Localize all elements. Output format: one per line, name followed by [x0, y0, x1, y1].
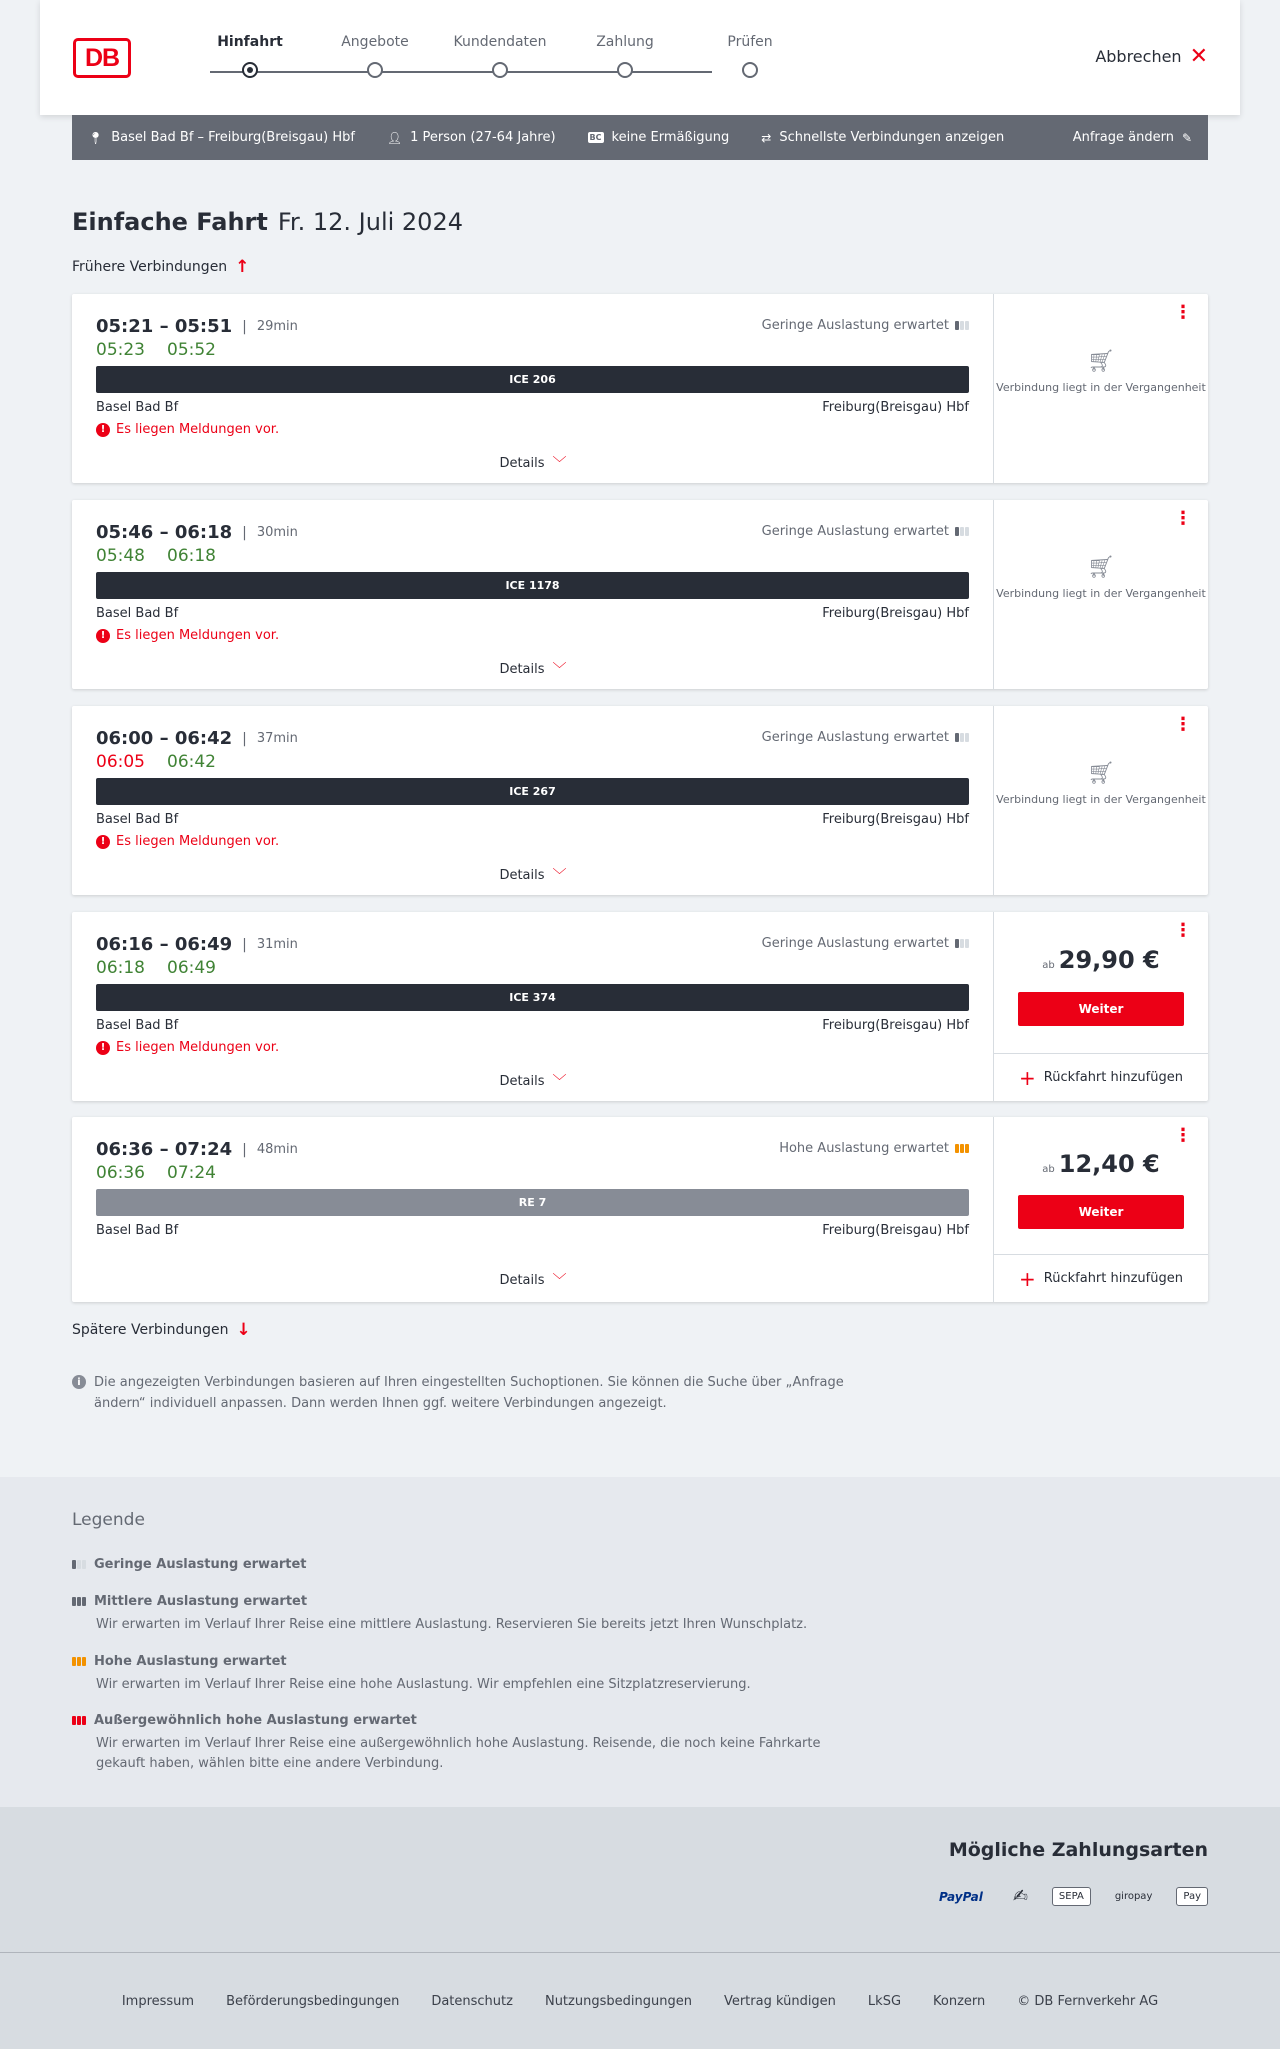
realtime-arrival: 06:42	[167, 752, 216, 772]
add-return-button[interactable]	[994, 1053, 1208, 1101]
apple-pay-icon	[1176, 1887, 1208, 1906]
arrival-station: Freiburg(Breisgau) Hbf	[822, 1018, 969, 1033]
chevron-down-icon: ﹀	[552, 662, 567, 678]
low-load-icon	[72, 1560, 86, 1569]
info-note	[72, 1372, 852, 1414]
low-load-icon	[955, 939, 969, 948]
offer-panel	[994, 1117, 1208, 1302]
connection-card[interactable]	[72, 500, 1208, 689]
departure-station: Basel Bad Bf	[96, 1223, 179, 1238]
cancel-label: Abbrechen	[1095, 47, 1182, 66]
alert-icon: !	[96, 629, 110, 643]
alert-icon: !	[96, 423, 110, 437]
duration: 48min	[256, 1142, 298, 1157]
legend-desc: Wir erwarten im Verlauf Ihrer Reise eine hohe Auslastung. Wir empfehlen eine Sitzplatzreservierung.	[96, 1677, 751, 1692]
step-dot	[492, 62, 508, 78]
load-indicator	[762, 318, 969, 333]
offer-panel	[994, 912, 1208, 1101]
option-summary	[761, 130, 1004, 145]
message-notice	[96, 1040, 279, 1055]
details-label: Details	[499, 867, 545, 883]
cart-cross-icon: 🛒︎	[1087, 555, 1115, 580]
close-icon: ✕	[1189, 43, 1208, 69]
progress-line	[210, 71, 712, 73]
medium-load-icon	[72, 1597, 86, 1606]
time-row	[96, 728, 298, 749]
footer-link-datenschutz[interactable]: Datenschutz	[431, 1993, 513, 2009]
price-value: 12,40 €	[1058, 1150, 1160, 1178]
chevron-down-icon: ﹀	[552, 456, 567, 472]
arrival-station: Freiburg(Breisgau) Hbf	[822, 606, 969, 621]
load-text: Geringe Auslastung erwartet	[761, 936, 949, 951]
planned-time: 06:00 – 06:42	[96, 728, 233, 749]
persons-text: 1 Person (27-64 Jahre)	[410, 130, 556, 145]
past-label: Verbindung liegt in der Vergangenheit	[996, 587, 1206, 600]
payment-title: Mögliche Zahlungsarten	[948, 1839, 1208, 1861]
legend-desc: Wir erwarten im Verlauf Ihrer Reise eine außergewöhnlich hohe Auslastung. Reisende, die noch keine Fahrkarte gekauft haben, wählen bitte eine andere Verbindung.	[96, 1736, 821, 1771]
db-logo[interactable]: DB	[73, 38, 131, 78]
realtime-row	[96, 546, 238, 566]
divider: |	[242, 1141, 247, 1158]
change-request-label: Anfrage ändern	[1072, 130, 1174, 145]
pencil-icon: ✎	[1181, 130, 1192, 145]
realtime-departure: 06:36	[96, 1163, 145, 1183]
load-text: Geringe Auslastung erwartet	[761, 524, 949, 539]
location-pin-icon: 📍︎	[88, 130, 104, 145]
train-bar[interactable]: ICE 267	[96, 778, 969, 805]
planned-time: 05:21 – 05:51	[96, 316, 233, 337]
route-summary	[88, 130, 355, 145]
alert-icon: !	[96, 835, 110, 849]
search-summary-bar	[72, 115, 1208, 160]
high-load-icon	[72, 1657, 86, 1666]
footer	[0, 1952, 1280, 2049]
realtime-departure-delayed: 06:05	[96, 752, 145, 772]
low-load-icon	[955, 733, 969, 742]
load-indicator	[762, 524, 969, 539]
duration: 37min	[256, 731, 298, 746]
copyright: © DB Fernverkehr AG	[1017, 1993, 1159, 2009]
cart-cross-icon: 🛒︎	[1087, 761, 1115, 786]
realtime-arrival: 06:49	[167, 958, 216, 978]
details-label: Details	[499, 455, 545, 471]
exceptional-load-icon	[72, 1716, 86, 1725]
time-row	[96, 934, 298, 955]
realtime-departure: 06:18	[96, 958, 145, 978]
details-label: Details	[499, 1272, 545, 1288]
train-bar[interactable]: ICE 374	[96, 984, 969, 1011]
details-toggle[interactable]	[72, 453, 994, 473]
earlier-label: Frühere Verbindungen	[72, 259, 228, 275]
more-options-icon[interactable]: ⋮	[1174, 714, 1192, 735]
divider: |	[242, 936, 247, 953]
footer-link-vertrag-kuendigen[interactable]: Vertrag kündigen	[723, 1993, 836, 2009]
header	[40, 0, 1240, 115]
stations	[96, 812, 969, 827]
cart-cross-icon: 🛒︎	[1087, 349, 1115, 374]
planned-time: 06:16 – 06:49	[96, 934, 233, 955]
time-row	[96, 522, 298, 543]
continue-button[interactable]: Weiter	[1018, 992, 1184, 1026]
footer-link-konzern[interactable]: Konzern	[933, 1993, 986, 2009]
load-text: Hohe Auslastung erwartet	[779, 1141, 949, 1156]
legend-item-exceptional	[72, 1713, 852, 1774]
realtime-row	[96, 752, 238, 772]
price	[994, 946, 1208, 974]
message-text: Es liegen Meldungen vor.	[116, 628, 280, 643]
sepa-icon: SEPA	[1052, 1887, 1091, 1906]
chevron-down-icon: ﹀	[552, 1273, 567, 1289]
change-request-button[interactable]	[1073, 130, 1192, 145]
stations	[96, 1018, 969, 1033]
details-label: Details	[499, 1073, 545, 1089]
high-load-icon	[955, 1144, 969, 1153]
price-value: 29,90 €	[1058, 946, 1160, 974]
message-notice	[96, 628, 279, 643]
footer-link-impressum[interactable]: Impressum	[121, 1993, 195, 2009]
trip-date: Fr. 12. Juli 2024	[277, 208, 463, 236]
option-text: Schnellste Verbindungen anzeigen	[779, 130, 1005, 145]
message-notice	[96, 422, 279, 437]
legend-head: Außergewöhnlich hohe Auslastung erwartet	[94, 1713, 417, 1728]
realtime-arrival: 06:18	[167, 546, 216, 566]
duration: 29min	[256, 319, 298, 334]
legend-head: Mittlere Auslastung erwartet	[94, 1594, 308, 1609]
connection-card[interactable]	[72, 294, 1208, 483]
load-indicator	[762, 730, 969, 745]
message-text: Es liegen Meldungen vor.	[116, 1040, 280, 1055]
load-indicator	[762, 936, 969, 951]
departure-station: Basel Bad Bf	[96, 606, 179, 621]
details-toggle[interactable]	[72, 1270, 994, 1290]
past-connection-notice	[994, 761, 1208, 808]
departure-station: Basel Bad Bf	[96, 1018, 179, 1033]
later-connections-link[interactable]	[72, 1320, 251, 1340]
arrival-station: Freiburg(Breisgau) Hbf	[822, 812, 969, 827]
legend-head: Geringe Auslastung erwartet	[94, 1557, 307, 1572]
alert-icon: !	[96, 1041, 110, 1055]
low-load-icon	[955, 321, 969, 330]
legend-item-high	[72, 1654, 852, 1695]
low-load-icon	[955, 527, 969, 536]
arrival-station: Freiburg(Breisgau) Hbf	[822, 1223, 969, 1238]
price	[994, 1150, 1208, 1178]
earlier-connections-link[interactable]	[72, 257, 249, 277]
realtime-row	[96, 340, 238, 360]
payment-icons	[933, 1883, 1208, 1910]
price-prefix: ab	[1042, 1164, 1055, 1175]
paypal-icon: PayPal	[939, 1889, 983, 1904]
realtime-arrival: 05:52	[167, 340, 216, 360]
connection-card[interactable]	[72, 706, 1208, 895]
connection-card[interactable]	[72, 1117, 1208, 1302]
more-options-icon[interactable]: ⋮	[1174, 1125, 1192, 1146]
realtime-arrival: 07:24	[167, 1163, 216, 1183]
later-label: Spätere Verbindungen	[72, 1322, 229, 1338]
details-toggle[interactable]	[72, 865, 994, 885]
step-hinfahrt: Hinfahrt	[175, 34, 325, 50]
swap-arrows-icon: ⇄	[761, 130, 772, 145]
connection-info	[72, 1117, 994, 1302]
divider: |	[242, 730, 247, 747]
step-zahlung: Zahlung	[550, 34, 700, 50]
page-title	[72, 208, 463, 236]
departure-station: Basel Bad Bf	[96, 400, 179, 415]
arrival-station: Freiburg(Breisgau) Hbf	[822, 400, 969, 415]
stations	[96, 606, 969, 621]
train-bar[interactable]: ICE 1178	[96, 572, 969, 599]
offer-panel	[994, 706, 1208, 895]
step-angebote: Angebote	[300, 34, 450, 50]
persons-summary	[387, 130, 556, 145]
step-dot-active	[242, 62, 258, 78]
person-icon: 👤︎	[386, 130, 403, 145]
arrow-up-icon: ↑	[235, 257, 250, 277]
load-indicator	[779, 1141, 969, 1156]
divider: |	[242, 318, 247, 335]
offer-panel	[994, 500, 1208, 689]
discount-summary	[588, 130, 730, 145]
giropay-icon: giropay	[1114, 1891, 1153, 1902]
add-return-button[interactable]	[994, 1254, 1208, 1302]
info-text: Die angezeigten Verbindungen basieren auf Ihren eingestellten Suchoptionen. Sie können die Suche über „Anfrage ändern“ individuell anpassen. Dann werden Ihnen ggf. weitere Verbindungen angezeigt.	[94, 1375, 844, 1411]
step-pruefen: Prüfen	[675, 34, 825, 50]
plus-icon: +	[1019, 1065, 1036, 1090]
connection-card[interactable]	[72, 912, 1208, 1101]
connection-info	[72, 706, 994, 895]
past-label: Verbindung liegt in der Vergangenheit	[996, 793, 1206, 806]
realtime-departure: 05:23	[96, 340, 145, 360]
add-return-label: Rückfahrt hinzufügen	[1043, 1271, 1183, 1286]
duration: 30min	[256, 525, 298, 540]
divider: |	[242, 524, 247, 541]
add-return-label: Rückfahrt hinzufügen	[1043, 1070, 1183, 1085]
payment-section	[0, 1807, 1280, 1952]
price-prefix: ab	[1042, 960, 1055, 971]
message-text: Es liegen Meldungen vor.	[116, 834, 280, 849]
legend-title: Legende	[72, 1510, 145, 1530]
train-bar[interactable]: ICE 206	[96, 366, 969, 393]
stations	[96, 400, 969, 415]
past-label: Verbindung liegt in der Vergangenheit	[996, 381, 1206, 394]
load-text: Geringe Auslastung erwartet	[761, 318, 949, 333]
stations	[96, 1223, 969, 1238]
cancel-button[interactable]	[1095, 43, 1208, 69]
route-text: Basel Bad Bf – Freiburg(Breisgau) Hbf	[111, 130, 355, 145]
legend-head: Hohe Auslastung erwartet	[94, 1654, 287, 1669]
duration: 31min	[256, 937, 298, 952]
step-kundendaten: Kundendaten	[425, 34, 575, 50]
legend-section	[0, 1477, 1280, 1807]
offer-panel	[994, 294, 1208, 483]
step-dot	[617, 62, 633, 78]
footer-link-nutzungsbedingungen[interactable]: Nutzungsbedingungen	[544, 1993, 692, 2009]
train-bar[interactable]: RE 7	[96, 1189, 969, 1216]
more-options-icon[interactable]: ⋮	[1174, 302, 1192, 323]
footer-link-befoerderungsbedingungen[interactable]: Beförderungsbedingungen	[226, 1993, 400, 2009]
step-dot	[367, 62, 383, 78]
realtime-row	[96, 1163, 238, 1183]
more-options-icon[interactable]: ⋮	[1174, 920, 1192, 941]
legend-item-low	[72, 1557, 852, 1572]
bahncard-icon: BC	[589, 133, 602, 142]
step-dot	[742, 62, 758, 78]
continue-button[interactable]: Weiter	[1018, 1195, 1184, 1229]
direct-debit-hand-icon: ✍	[1012, 1886, 1028, 1907]
message-text: Es liegen Meldungen vor.	[116, 422, 280, 437]
apple-pay-label: Pay	[1183, 1891, 1201, 1902]
trip-type: Einfache Fahrt	[72, 208, 268, 236]
realtime-row	[96, 958, 238, 978]
details-toggle[interactable]	[72, 659, 994, 679]
chevron-down-icon: ﹀	[552, 868, 567, 884]
connection-info	[72, 500, 994, 689]
footer-link-lksg[interactable]: LkSG	[867, 1993, 902, 2009]
more-options-icon[interactable]: ⋮	[1174, 508, 1192, 529]
discount-text: keine Ermäßigung	[611, 130, 730, 145]
connection-info	[72, 294, 994, 483]
details-label: Details	[499, 661, 545, 677]
info-icon: i	[72, 1375, 86, 1389]
connection-info	[72, 912, 994, 1101]
details-toggle[interactable]	[72, 1071, 994, 1091]
legend-desc: Wir erwarten im Verlauf Ihrer Reise eine mittlere Auslastung. Reservieren Sie bereits jetzt Ihren Wunschplatz.	[96, 1617, 808, 1632]
past-connection-notice	[994, 555, 1208, 602]
time-row	[96, 1139, 298, 1160]
plus-icon: +	[1019, 1266, 1036, 1291]
chevron-down-icon: ﹀	[552, 1074, 567, 1090]
arrow-down-icon: ↓	[236, 1320, 251, 1340]
departure-station: Basel Bad Bf	[96, 812, 179, 827]
load-text: Geringe Auslastung erwartet	[761, 730, 949, 745]
planned-time: 05:46 – 06:18	[96, 522, 233, 543]
message-notice	[96, 834, 279, 849]
realtime-departure: 05:48	[96, 546, 145, 566]
time-row	[96, 316, 298, 337]
past-connection-notice	[994, 349, 1208, 396]
planned-time: 06:36 – 07:24	[96, 1139, 233, 1160]
legend-item-medium	[72, 1594, 852, 1635]
